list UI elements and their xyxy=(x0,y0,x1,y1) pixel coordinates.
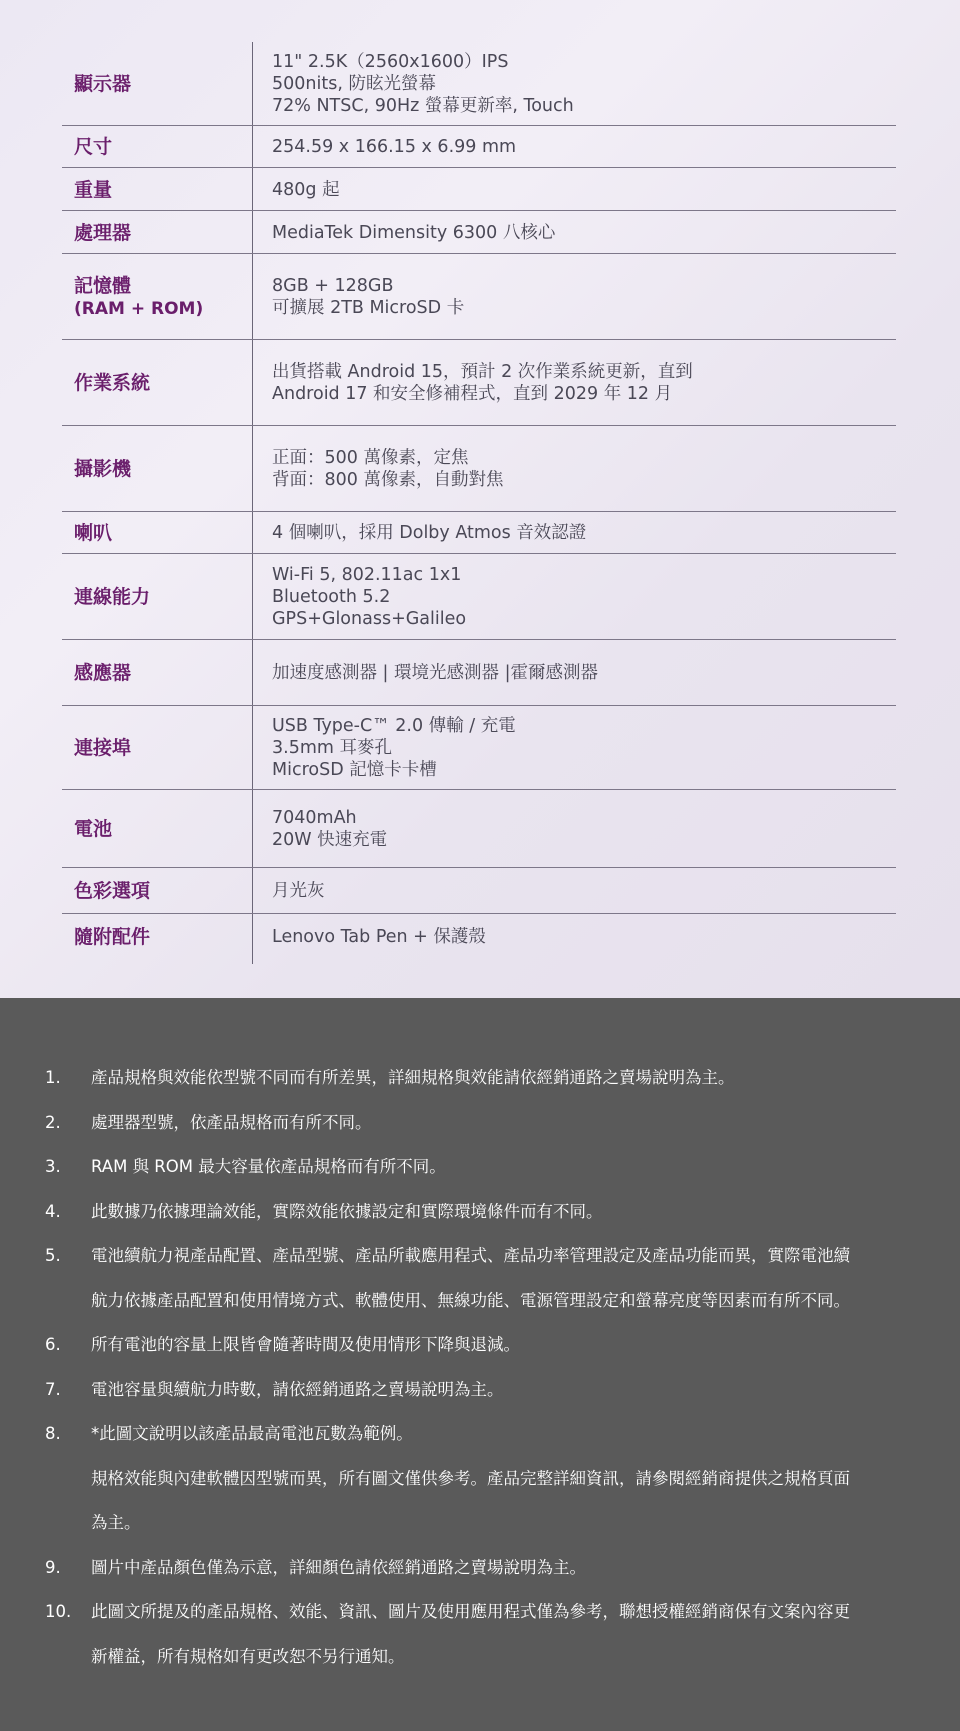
spec-value-line: 加速度感測器 | 環境光感測器 |霍爾感測器 xyxy=(272,663,598,683)
note-number: 4. xyxy=(45,1202,61,1221)
note-continuation xyxy=(0,1286,960,1316)
note-item xyxy=(0,1330,960,1360)
spec-label: 處理器 xyxy=(74,221,132,244)
spec-row-accessories xyxy=(62,914,896,960)
note-text: 規格效能與內建軟體因型號而異，所有圖文僅供參考。產品完整詳細資訊，請參閱經銷商提供之規格頁面 xyxy=(91,1469,850,1488)
spec-row-weight xyxy=(62,168,896,211)
spec-value-line: 正面：500 萬像素，定焦 xyxy=(272,448,469,468)
note-number: 2. xyxy=(45,1113,61,1132)
spec-value-line: 可擴展 2TB MicroSD 卡 xyxy=(272,298,465,318)
spec-row-ports xyxy=(62,706,896,790)
spec-value-line: 500nits, 防眩光螢幕 xyxy=(272,74,436,94)
spec-label: 連接埠 xyxy=(74,737,132,759)
spec-value-line: 480g 起 xyxy=(272,179,340,200)
disclaimer-section xyxy=(0,998,960,1731)
note-continuation xyxy=(0,1464,960,1494)
spec-label: 感應器 xyxy=(74,662,132,684)
spec-value-line: Wi-Fi 5, 802.11ac 1x1 xyxy=(272,565,462,585)
note-number: 9. xyxy=(45,1558,61,1577)
spec-value-line: MediaTek Dimensity 6300 八核心 xyxy=(272,222,556,243)
spec-row-camera xyxy=(62,426,896,512)
note-number: 7. xyxy=(45,1380,61,1399)
spec-value-line: MicroSD 記憶卡卡槽 xyxy=(272,760,437,780)
spec-label: 喇叭 xyxy=(74,522,113,544)
spec-value-line: 月光灰 xyxy=(272,881,325,901)
spec-value-line: Bluetooth 5.2 xyxy=(272,587,391,607)
spec-value-line: 254.59 x 166.15 x 6.99 mm xyxy=(272,137,517,157)
spec-value-line: 背面：800 萬像素，自動對焦 xyxy=(272,470,504,490)
spec-label: 顯示器 xyxy=(74,73,132,95)
note-text: 產品規格與效能依型號不同而有所差異，詳細規格與效能請依經銷通路之賣場說明為主。 xyxy=(91,1068,735,1087)
spec-row-processor xyxy=(62,211,896,254)
note-number: 1. xyxy=(45,1068,61,1087)
note-number: 6. xyxy=(45,1335,61,1354)
spec-sublabel: (RAM + ROM) xyxy=(74,298,204,319)
note-item xyxy=(0,1063,960,1093)
note-item xyxy=(0,1553,960,1583)
spec-value-line: GPS+Glonass+Galileo xyxy=(272,609,467,629)
spec-value-line: 8GB + 128GB xyxy=(272,276,394,296)
spec-value-line: 3.5mm 耳麥孔 xyxy=(272,738,392,758)
spec-label: 電池 xyxy=(74,818,113,840)
spec-value-line: 4 個喇叭，採用 Dolby Atmos 音效認證 xyxy=(272,523,587,543)
note-item xyxy=(0,1419,960,1449)
note-item xyxy=(0,1197,960,1227)
spec-value-line: USB Type-C™ 2.0 傳輸 / 充電 xyxy=(272,716,516,736)
note-item xyxy=(0,1152,960,1182)
note-text: RAM 與 ROM 最大容量依產品規格而有所不同。 xyxy=(91,1157,446,1176)
note-text: 電池續航力視產品配置、產品型號、產品所載應用程式、產品功率管理設定及產品功能而異，實際電池續 xyxy=(91,1246,850,1265)
spec-value-line: 11" 2.5K（2560x1600）IPS xyxy=(272,52,509,72)
spec-label: 尺寸 xyxy=(74,136,113,158)
spec-value-line: Android 17 和安全修補程式，直到 2029 年 12 月 xyxy=(272,384,673,404)
note-continuation xyxy=(0,1508,960,1538)
note-text: 圖片中產品顏色僅為示意，詳細顏色請依經銷通路之賣場說明為主。 xyxy=(91,1558,586,1577)
spec-row-speakers xyxy=(62,512,896,554)
spec-value-line: Lenovo Tab Pen + 保護殼 xyxy=(272,927,486,947)
spec-label: 連線能力 xyxy=(74,586,151,608)
spec-label: 作業系統 xyxy=(74,372,151,394)
note-continuation xyxy=(0,1642,960,1672)
note-number: 3. xyxy=(45,1157,61,1176)
note-text: 此圖文所提及的產品規格、效能、資訊、圖片及使用應用程式僅為參考，聯想授權經銷商保有文案內容更 xyxy=(91,1602,850,1621)
note-text: 航力依據產品配置和使用情境方式、軟體使用、無線功能、電源管理設定和螢幕亮度等因素而有所不同。 xyxy=(91,1291,850,1310)
note-text: 所有電池的容量上限皆會隨著時間及使用情形下降與退減。 xyxy=(91,1335,520,1354)
spec-row-display xyxy=(62,42,896,126)
spec-row-size xyxy=(62,126,896,168)
note-text: *此圖文說明以該產品最高電池瓦數為範例。 xyxy=(91,1424,413,1443)
spec-label: 色彩選項 xyxy=(74,880,151,902)
note-text: 電池容量與續航力時數，請依經銷通路之賣場說明為主。 xyxy=(91,1380,504,1399)
note-item xyxy=(0,1108,960,1138)
spec-row-memory xyxy=(62,254,896,340)
spec-row-colors xyxy=(62,868,896,914)
note-number: 5. xyxy=(45,1246,61,1265)
note-text: 為主。 xyxy=(91,1513,141,1532)
spec-row-os xyxy=(62,340,896,426)
spec-row-connectivity xyxy=(62,554,896,640)
spec-row-battery xyxy=(62,790,896,868)
spec-value-line: 出貨搭載 Android 15，預計 2 次作業系統更新，直到 xyxy=(272,362,693,382)
spec-label: 記憶體 xyxy=(74,274,132,297)
note-number: 10. xyxy=(45,1602,72,1621)
spec-label: 隨附配件 xyxy=(74,926,151,948)
note-text: 新權益，所有規格如有更改恕不另行通知。 xyxy=(91,1647,405,1666)
note-text: 處理器型號，依產品規格而有所不同。 xyxy=(91,1113,372,1132)
note-item xyxy=(0,1241,960,1271)
spec-label: 攝影機 xyxy=(74,458,132,480)
spec-value-line: 20W 快速充電 xyxy=(272,830,388,850)
spec-value-line: 7040mAh xyxy=(272,808,357,828)
spec-value-line: 72% NTSC, 90Hz 螢幕更新率, Touch xyxy=(272,96,574,116)
note-text: 此數據乃依據理論效能，實際效能依據設定和實際環境條件而有不同。 xyxy=(91,1202,603,1221)
note-item xyxy=(0,1375,960,1405)
note-item xyxy=(0,1597,960,1627)
note-number: 8. xyxy=(45,1424,61,1443)
spec-label: 重量 xyxy=(74,178,113,201)
spec-row-sensors xyxy=(62,640,896,706)
